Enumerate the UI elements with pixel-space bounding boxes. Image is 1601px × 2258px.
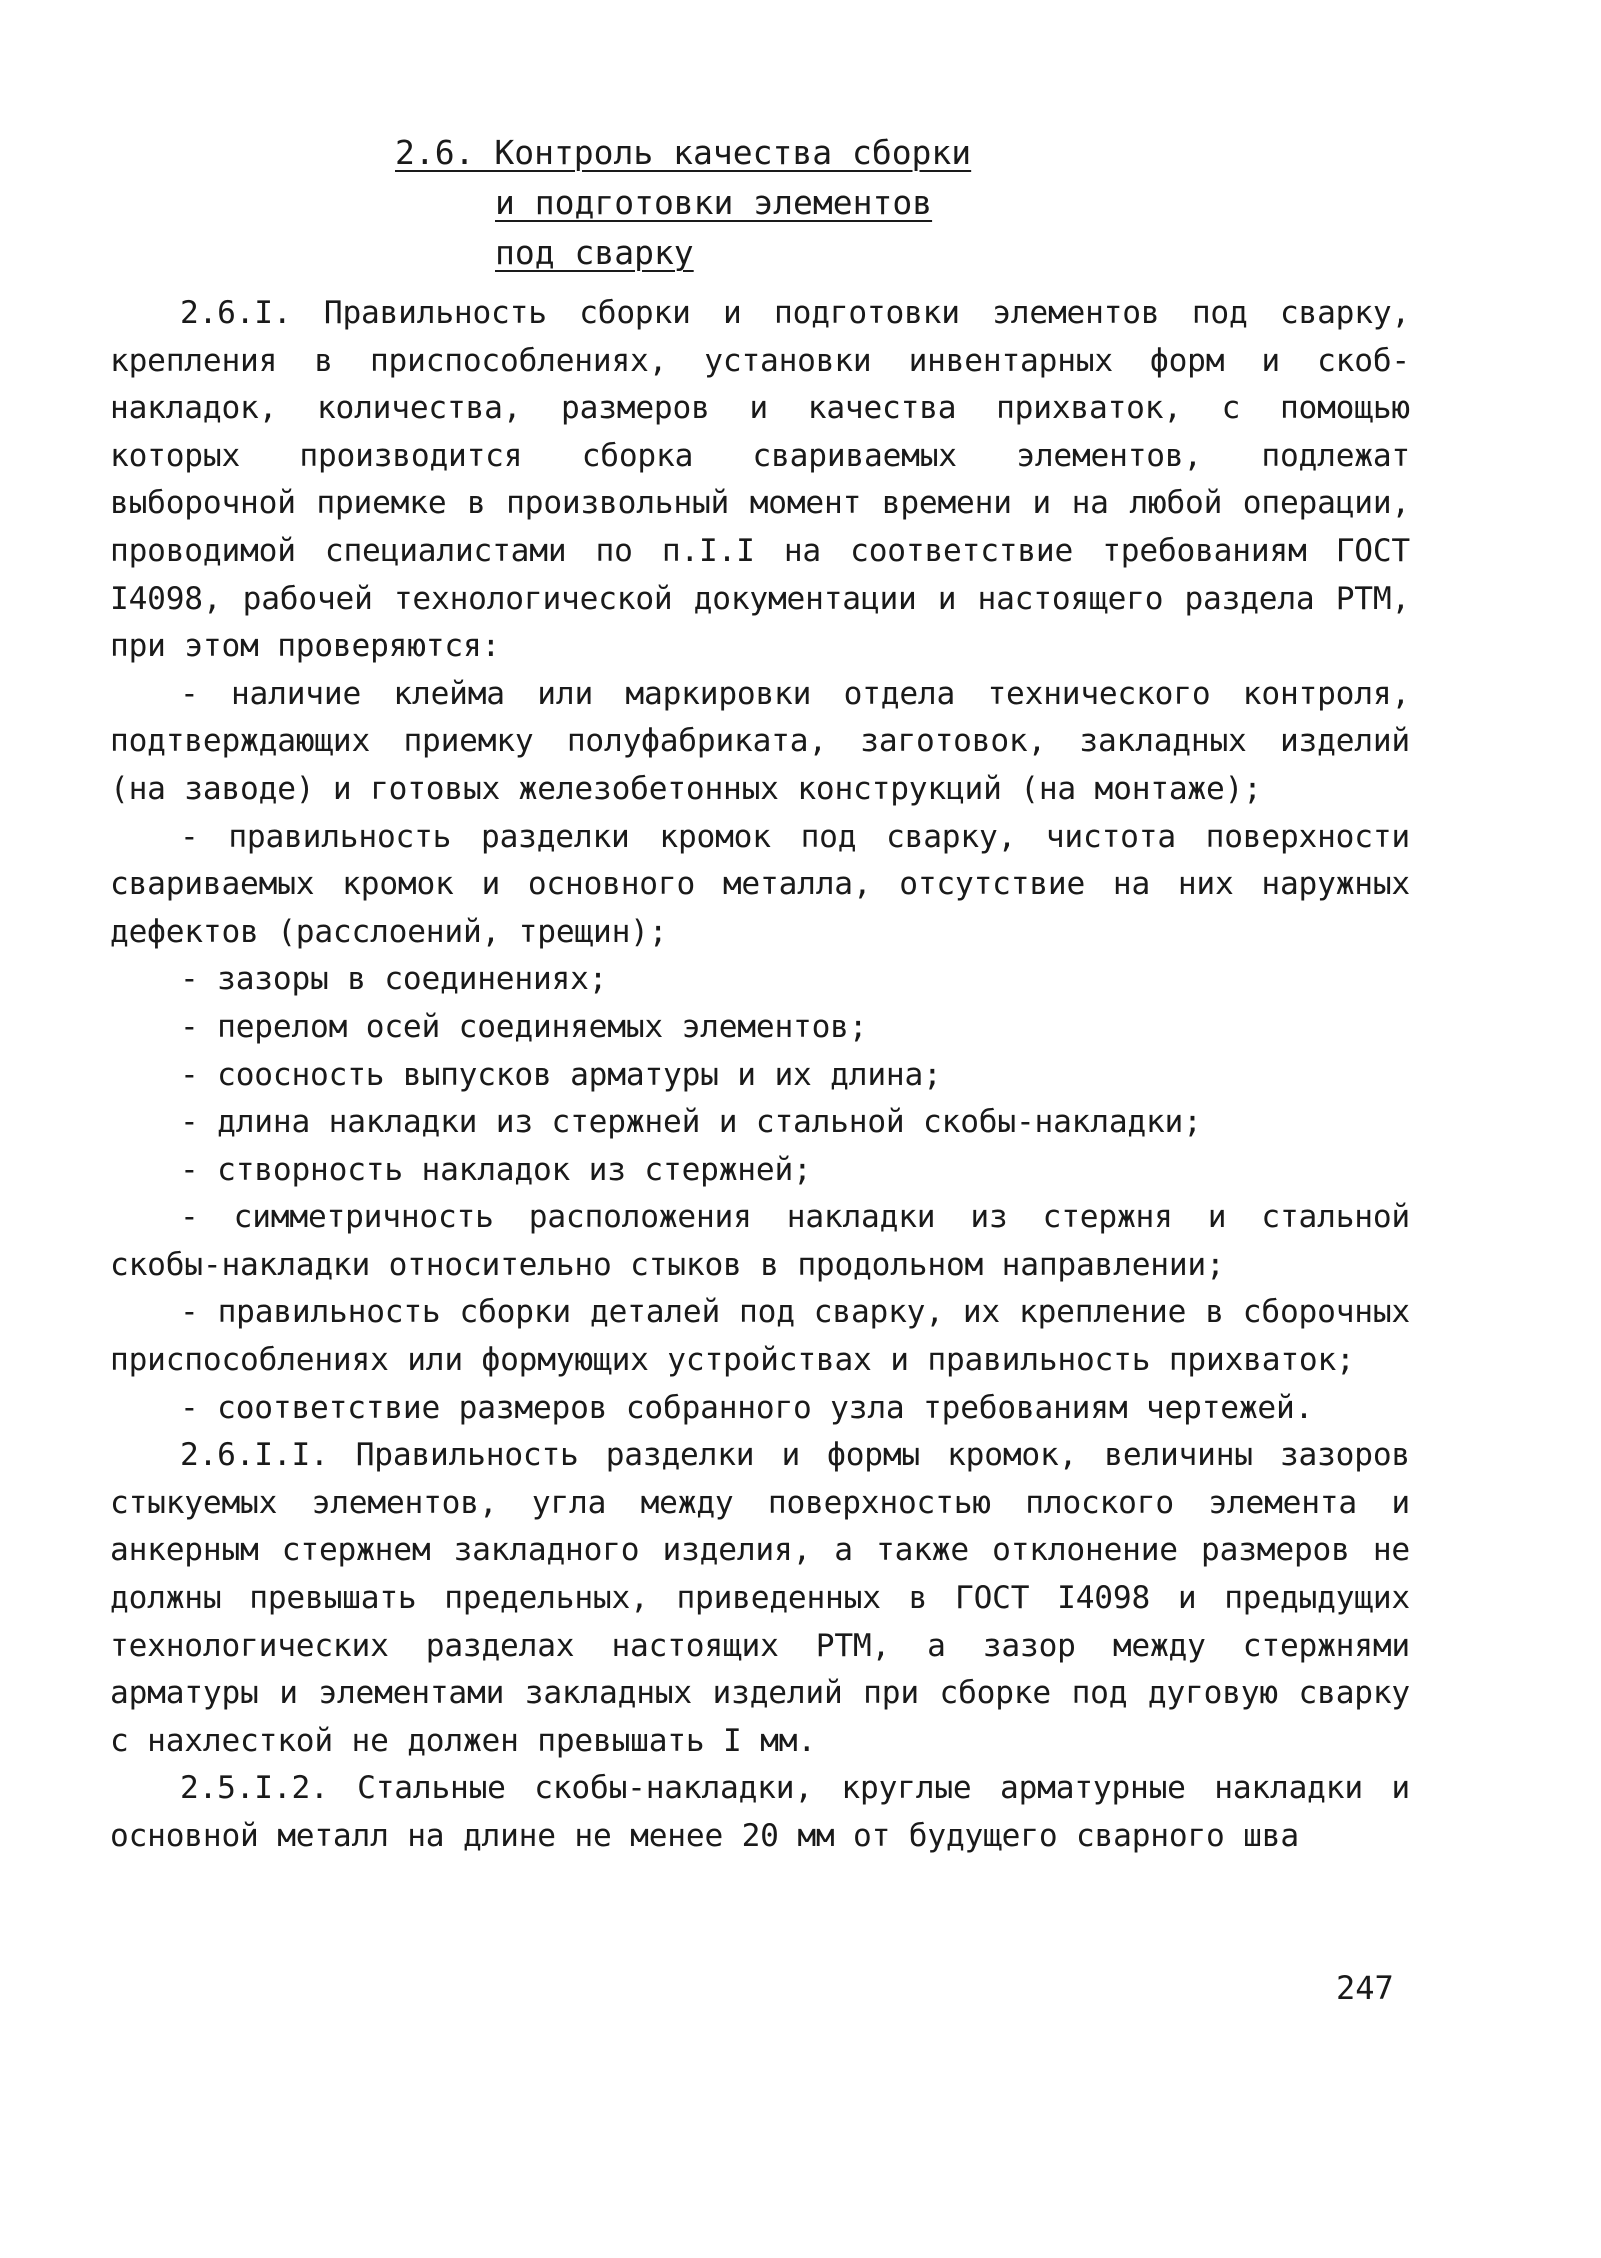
- page-number: 247: [1336, 1969, 1394, 2007]
- section-body: [110, 290, 1410, 1861]
- list-item-gaps: - зазоры в соединениях;: [180, 961, 608, 998]
- paragraph-2-6-1-1: 2.6.I.I. Правильность разделки и формы кромок, величины зазоров стыкуемых элементов, угла между поверхностью плоского элемента и анкерным стержнем закладного изделия, а также отклонение размеров не должны превышать предельных, приведенных в ГОСТ I4098 и предыдущих технологических разделах настоящих РТМ, а зазор между стержнями арматуры и элементами закладных изделий при сборке под дуговую сварку с нахлесткой не должен превышать I мм.: [110, 1437, 1410, 1759]
- heading-line-2: и подготовки элементов: [495, 183, 933, 222]
- list-item-overlay-length: - длина накладки из стержней и стальной скобы-накладки;: [180, 1104, 1202, 1141]
- list-item-assembly: - правильность сборки деталей под сварку, их крепление в сборочных приспособлениях или формующих устройствах и правильность прихваток;: [110, 1294, 1410, 1379]
- paragraph-2-6-1: 2.6.I. Правильность сборки и подготовки элементов под сварку, крепления в приспособлениях, установки инвентарных форм и скоб-накладок, количества, размеров и качества прихваток, с помощью которых производится сборка свариваемых элементов, подлежат выборочной приемке в произвольный момент времени и на любой операции, проводимой специалистами по п.I.I на соответствие требованиям ГОСТ I4098, рабочей технологической документации и настоящего раздела РТМ, при этом проверяются:: [110, 295, 1410, 665]
- list-item-dimensions: - соответствие размеров собранного узла требованиям чертежей.: [180, 1389, 1314, 1426]
- heading-line-1: 2.6. Контроль качества сборки: [395, 133, 972, 172]
- heading-line-3: под сварку: [495, 233, 694, 272]
- list-item-symmetry: - симметричность расположения накладки из стержня и стальной скобы-накладки относительно стыков в продольном направлении;: [110, 1199, 1410, 1283]
- list-item-edge-preparation: - правильность разделки кромок под сварку, чистота поверхности свариваемых кромок и основного металла, отсутствие на них наружных дефектов (расслоений, трещин);: [110, 818, 1410, 950]
- section-heading: [395, 128, 971, 278]
- list-item-marking: - наличие клейма или маркировки отдела технического контроля, подтверждающих приемку полуфабриката, заготовок, закладных изделий (на заводе) и готовых железобетонных конструкций (на монтаже);: [110, 675, 1410, 807]
- list-item-axis-break: - перелом осей соединяемых элементов;: [180, 1008, 868, 1045]
- list-item-coaxiality: - соосность выпусков арматуры и их длина;: [180, 1056, 942, 1093]
- paragraph-2-5-1-2: 2.5.I.2. Стальные скобы-накладки, круглые арматурные накладки и основной металл на длине не менее 20 мм от будущего сварного шва: [110, 1770, 1410, 1854]
- list-item-alignment: - створность накладок из стержней;: [180, 1151, 812, 1188]
